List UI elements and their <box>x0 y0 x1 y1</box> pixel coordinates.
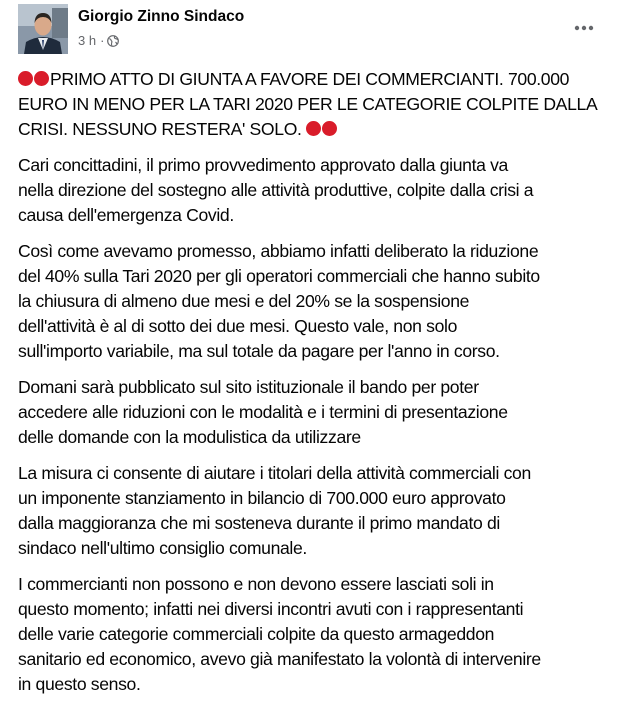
red-circle-emoji <box>18 71 33 86</box>
author-name[interactable]: Giorgio Zinno Sindaco <box>78 8 245 25</box>
headline-text: PRIMO ATTO DI GIUNTA A FAVORE DEI COMMERCIANTI. 700.000 EURO IN MENO PER LA TARI 2020 PER LE CATEGORIE COLPITE DALLA CRISI. NESSUNO RESTERA' SOLO. <box>18 69 598 139</box>
post-paragraph: Domani sarà pubblicato sul sito istituzionale il bando per poter accedere alle riduzioni con le modalità e i termini di presentazione delle domande con la modulistica da utilizzare <box>18 377 508 447</box>
post-header <box>18 4 603 56</box>
post-time[interactable]: 3 h <box>78 33 97 48</box>
red-circle-emoji <box>306 121 321 136</box>
post-body <box>18 67 613 708</box>
post-paragraph: Così come avevamo promesso, abbiamo infatti deliberato la riduzione del 40% sulla Tari 2020 per gli operatori commerciali che hanno subito la chiusura di almeno due mesi e del 20% se la sospensione dell'attività è al di sotto dei due mesi. Questo vale, non solo sull'importo variabile, ma sul totale da pagare per l'anno in corso. <box>18 241 540 361</box>
red-circle-emoji <box>34 71 49 86</box>
avatar[interactable] <box>18 4 68 54</box>
post-paragraph: La misura ci consente di aiutare i titolari della attività commerciali con un imponente stanziamento in bilancio di 700.000 euro approvato dalla maggioranza che mi sosteneva durante il primo mandato di sindaco nell'ultimo consiglio comunale. <box>18 463 531 558</box>
red-circle-emoji <box>322 121 337 136</box>
profile-photo <box>18 4 68 54</box>
more-options-icon[interactable] <box>569 16 599 40</box>
post-paragraph: I commercianti non possono e non devono essere lasciati soli in questo momento; infatti nei diversi incontri avuti con i rappresentanti delle varie categorie commerciali colpite da questo armageddon sanitario ed economico, avevo già manifestato la volontà di intervenire in questo senso. <box>18 574 541 694</box>
post-paragraph: Cari concittadini, il primo provvedimento approvato dalla giunta va nella direzione del sostegno alle attività produttive, colpite dalla crisi a causa dell'emergenza Covid. <box>18 155 534 225</box>
post-meta <box>78 33 119 48</box>
meta-separator: · <box>100 33 105 48</box>
globe-icon <box>107 35 119 47</box>
post-headline <box>18 67 613 142</box>
